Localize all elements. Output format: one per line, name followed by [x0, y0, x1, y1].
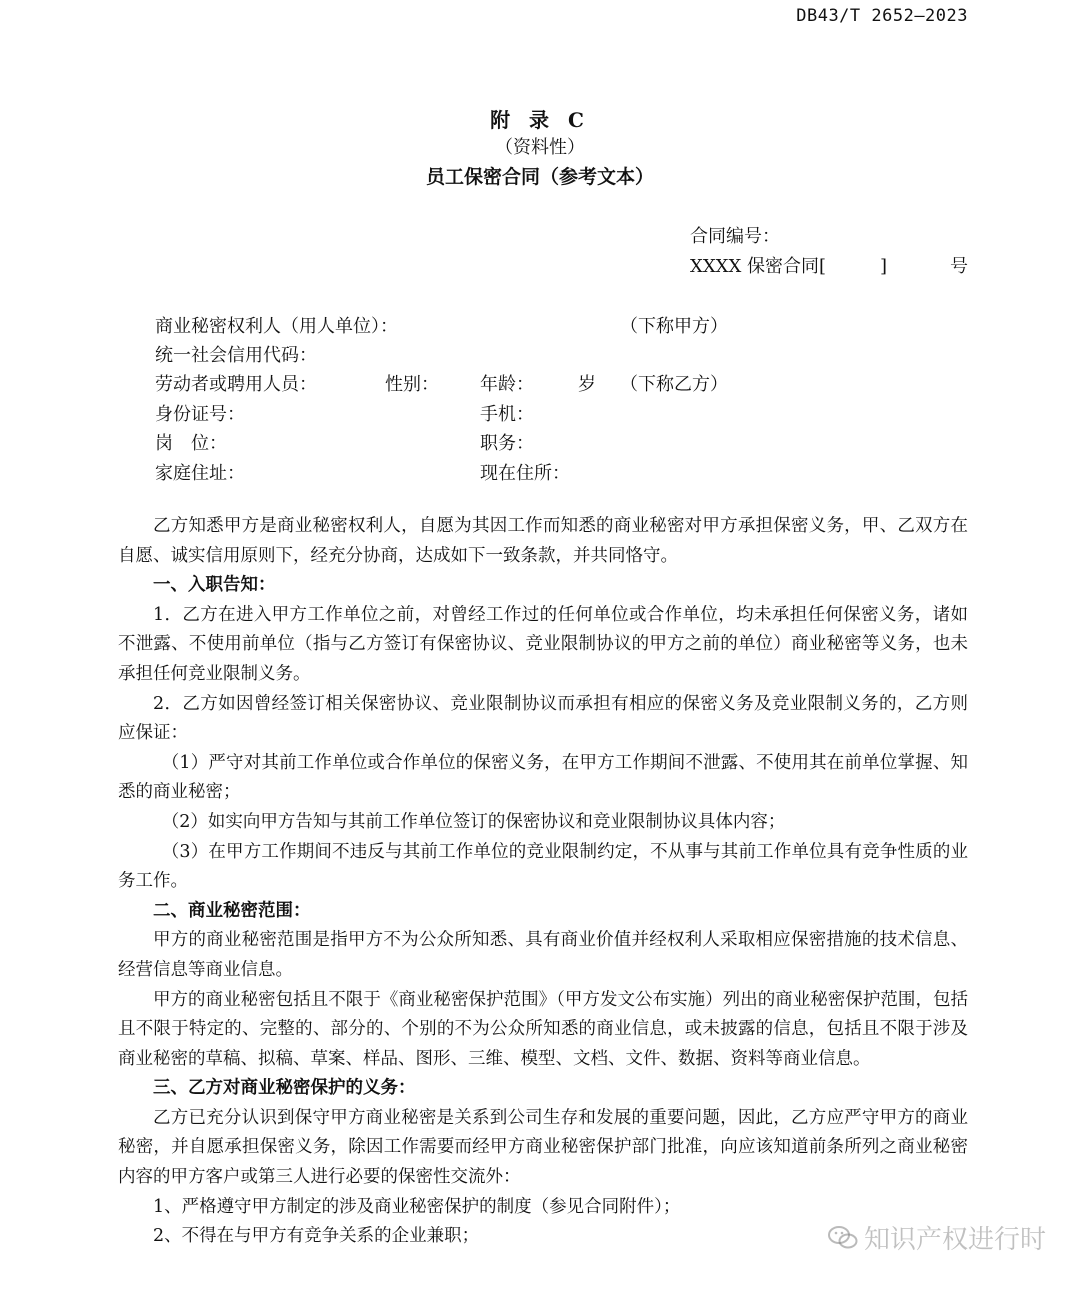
current-address-label: 现在住所：	[480, 463, 570, 484]
contract-number-suffix: 号	[950, 256, 968, 277]
section-3-item-2: 2、不得在与甲方有竞争关系的企业兼职；	[153, 1226, 480, 1247]
section-1-paragraph-1: 1．乙方在进入甲方工作单位之前，对曾经工作过的任何单位或合作单位，均未承担任何保密义务，诸如不泄露、不使用前单位（指与乙方签订有保密协议、竞业限制协议的甲方之前的单位）商业秘密等义务，也未承担任何竞业限制义务。	[118, 604, 968, 684]
watermark-text: 知识产权进行时	[863, 1225, 1046, 1255]
document-title: 员工保密合同（参考文本）	[425, 166, 654, 188]
appendix-nature: （资料性）	[495, 137, 585, 158]
contract-number-label: 合同编号：	[690, 226, 780, 247]
section-3-title: 三、乙方对商业秘密保护的义务：	[153, 1078, 416, 1099]
section-1-item-1: （1）严守对其前工作单位或合作单位的保密义务，在甲方工作期间不泄露、不使用其在前单位掌握、知悉的商业秘密；	[118, 752, 968, 803]
section-1-item-3: （3）在甲方工作期间不违反与其前工作单位的竞业限制约定，不从事与其前工作单位具有竞争性质的业务工作。	[118, 841, 968, 892]
owner-alias: （下称甲方）	[620, 316, 728, 337]
section-2-paragraph-2: 甲方的商业秘密包括且不限于《商业秘密保护范围》（甲方发文公布实施）列出的商业秘密保护范围，包括且不限于特定的、完整的、部分的、个别的不为公众所知悉的商业信息，或未披露的信息，包括且不限于涉及商业秘密的草稿、拟稿、草案、样品、图形、三维、模型、文档、文件、数据、资料等商业信息。	[118, 989, 968, 1069]
wechat-icon	[828, 1225, 858, 1251]
section-2-title: 二、商业秘密范围：	[153, 900, 311, 921]
contract-body	[118, 512, 968, 1252]
section-3-item-1: 1、严格遵守甲方制定的涉及商业秘密保护的制度（参见合同附件）；	[153, 1196, 681, 1217]
standard-code: DB43/T 2652—2023	[796, 6, 968, 26]
age-label: 年龄：	[480, 374, 534, 395]
age-unit: 岁	[578, 374, 596, 395]
appendix-heading: 附 录 C	[490, 108, 590, 132]
credit-code-label: 统一社会信用代码：	[155, 345, 317, 366]
worker-label: 劳动者或聘用人员：	[155, 374, 317, 395]
worker-alias: （下称乙方）	[620, 374, 728, 395]
section-1-item-2: （2）如实向甲方告知与其前工作单位签订的保密协议和竞业限制协议具体内容；	[161, 811, 786, 832]
owner-label: 商业秘密权利人（用人单位）：	[155, 316, 398, 337]
section-2-paragraph-1: 甲方的商业秘密范围是指甲方不为公众所知悉、具有商业价值并经权利人采取相应保密措施的技术信息、经营信息等商业信息。	[118, 930, 968, 980]
duty-label: 职务：	[480, 433, 534, 454]
intro-paragraph: 乙方知悉甲方是商业秘密权利人，自愿为其因工作而知悉的商业秘密对甲方承担保密义务，甲、乙双方在自愿、诚实信用原则下，经充分协商，达成如下一致条款，并共同恪守。	[118, 516, 968, 566]
section-1-paragraph-2: 2．乙方如因曾经签订相关保密协议、竞业限制协议而承担有相应的保密义务及竞业限制义务的，乙方则应保证：	[118, 693, 968, 744]
section-3-paragraph-1: 乙方已充分认识到保守甲方商业秘密是关系到公司生存和发展的重要问题，因此，乙方应严守甲方的商业秘密，并自愿承担保密义务，除因工作需要而经甲方商业秘密保护部门批准，向应该知道前条所列之商业秘密内容的甲方客户或第三人进行必要的保密性交流外：	[118, 1107, 968, 1188]
home-address-label: 家庭住址：	[155, 463, 245, 484]
phone-label: 手机：	[480, 404, 534, 425]
gender-label: 性别：	[385, 374, 439, 395]
section-1-title: 一、入职告知：	[153, 575, 276, 596]
contract-number-text: XXXX 保密合同[ ]	[690, 256, 888, 277]
watermark	[828, 1219, 1046, 1256]
id-label: 身份证号：	[155, 404, 245, 425]
contract-number-value	[690, 252, 968, 278]
post-label: 岗 位：	[155, 433, 227, 454]
